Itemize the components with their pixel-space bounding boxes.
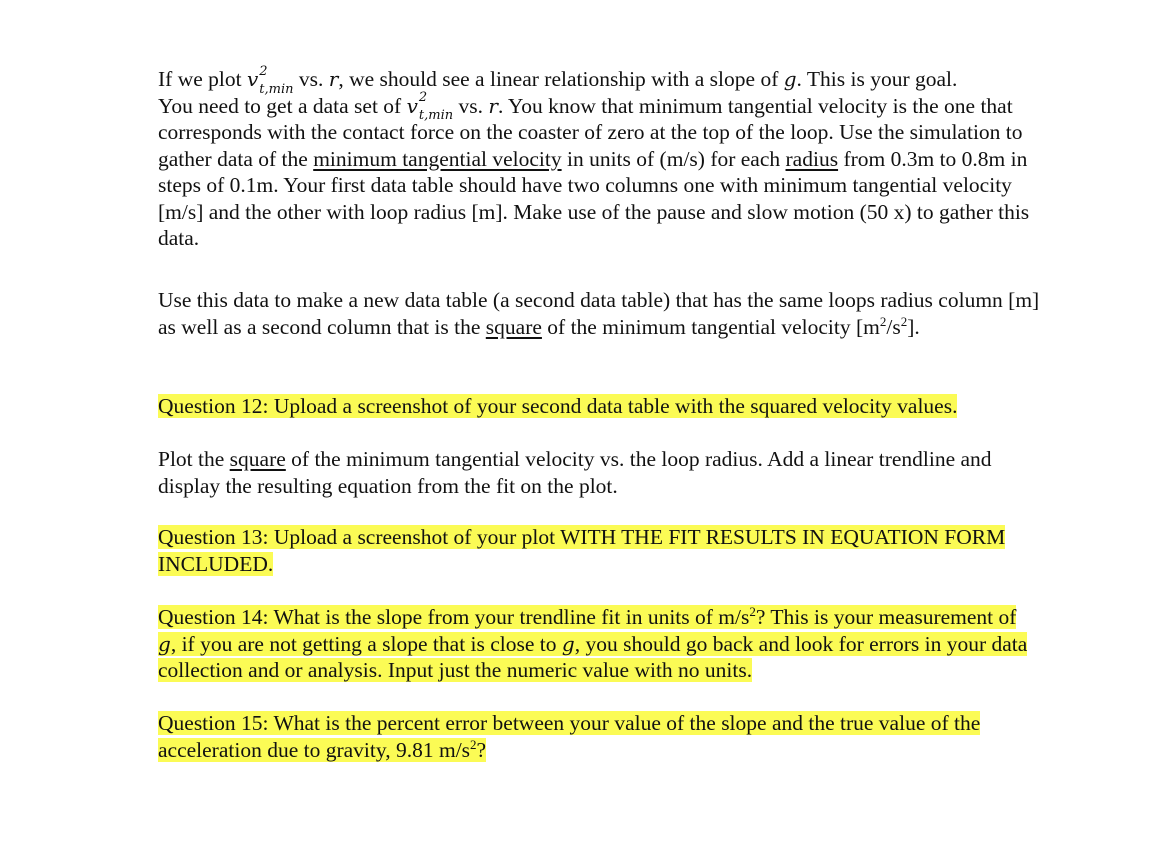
g-symbol: g [561, 631, 575, 656]
g-symbol: g [783, 67, 797, 91]
underlined-term: square [229, 447, 286, 471]
question-12: Question 12: Upload a screenshot of your second data table with the squared velocity values. [158, 394, 958, 418]
question-15: Question 15: What is the percent error between your value of the slope and the true value of the acceleration due to gravity, 9.81 $m/s^2$? [158, 711, 981, 762]
question-14: Question 14: What is the slope from your trendline fit in units of $m/s^2$? This is your measurement of g, if you are not getting a slope that is close to g, you should go back and look for errors in your data collection and or analysis. Input just the numeric value with no units. [158, 604, 1028, 682]
instructions-paragraph-2: Use this data to make a new data table (a second data table) that has the same loops radius column [m] as well as a second column that is the square of the minimum tangential velocity $[m^2/s^2]$. [158, 288, 1040, 339]
instructions-paragraph-3: Plot the square of the minimum tangential velocity vs. the loop radius. Add a linear trendline and display the resulting equation from the fit on the plot. [158, 447, 992, 498]
question-13: Question 13: Upload a screenshot of your plot WITH THE FIT RESULTS IN EQUATION FORM INCLUDED. [158, 525, 1006, 576]
underlined-term: radius [785, 146, 839, 171]
text: If we plot [158, 67, 247, 91]
underlined-term: square [485, 314, 542, 339]
v-squared-symbol: v 2 t,min [246, 63, 294, 97]
r-symbol: r [328, 67, 339, 91]
underlined-term: minimum tangential velocity [313, 146, 562, 171]
r-symbol: r [488, 93, 498, 118]
instructions-paragraph-1: If we plot v 2 t,min vs. r, we should see a linear relationship with a slope of g. This is your goal. You need to get a data set of v 2 t,min vs. r. You know that minimum tangential velocity is the one that corresponds with the contact force on the coaster of zero at the top of the loop. Use the simulation to gather data of the minimum tangential velocity in units of (m/s) for each radius from 0.3m to 0.8m in steps of 0.1m. Your first data table should have two columns one with minimum tangential velocity [m/s] and the other with loop radius [m]. Make use of the pause and slow motion (50 x) to gather this data. [158, 63, 1030, 250]
g-symbol: g [158, 631, 171, 656]
v-squared-symbol: v 2 t,min [406, 90, 454, 123]
